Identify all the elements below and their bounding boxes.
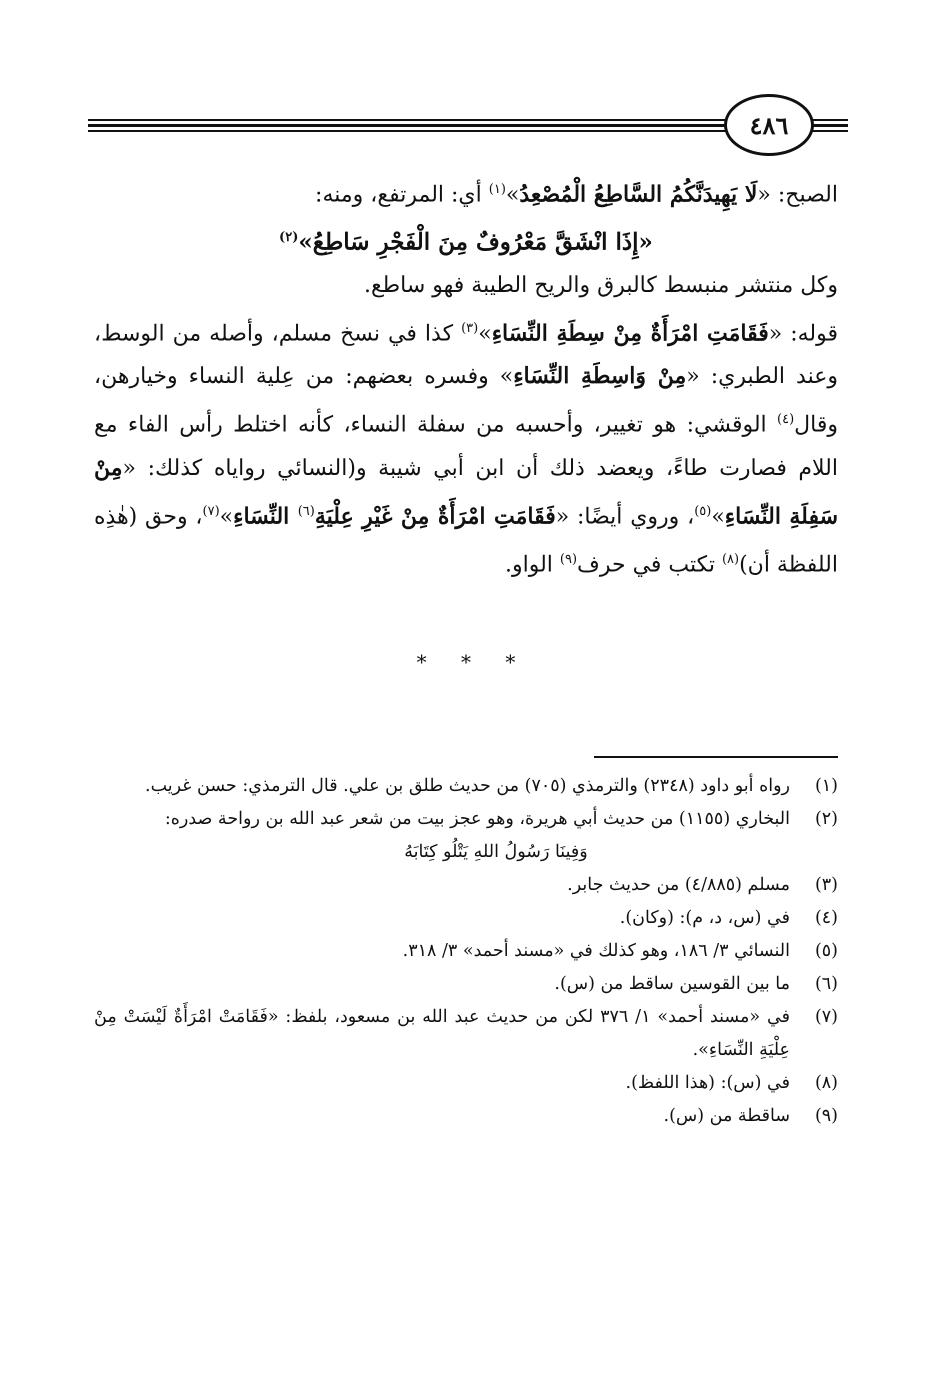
text-run: وكل منتشر منبسط كالبرق والريح الطيبة فهو ساطع. xyxy=(363,272,838,298)
footnote-text: في (س): (هذا اللفظ). xyxy=(625,1073,790,1093)
text-run: الوقشي: هو تغيير، وأحسبه من سفلة النساء، كأنه اختلط رأس الفاء مع اللام فصارت طاءً، ويعضد ذلك أن ابن أبي شيبة و(النسائي رواياه كذلك: « xyxy=(94,412,838,481)
footnote-text: في «مسند أحمد» ١/ ٣٧٦ لكن من حديث عبد الله بن مسعود، بلفظ: «فَقَامَتْ امْرَأَةٌ لَيْسَتْ مِنْ عِلْيَةِ النِّسَاءِ». xyxy=(94,1007,790,1060)
footnote-number: (٥) xyxy=(814,941,838,961)
text-run: أي: المرتفع، ومنه: xyxy=(315,182,489,208)
footnote-number: (٤) xyxy=(814,908,838,928)
paragraph xyxy=(94,307,838,586)
footnote xyxy=(94,902,838,935)
footnote-number: (٦) xyxy=(814,974,838,994)
footnote-text: ساقطة من (س). xyxy=(663,1106,790,1126)
footnote-ref: (٨) xyxy=(721,551,740,567)
footnote xyxy=(94,968,838,1001)
footnote-ref: (٤) xyxy=(777,412,795,428)
header-rule xyxy=(88,124,728,127)
footnote-text: مسلم (٤/٨٨٥) من حديث جابر. xyxy=(567,875,790,895)
footnote xyxy=(94,770,838,803)
footnote-number: (١) xyxy=(814,776,838,796)
poetry-verse xyxy=(94,216,838,264)
hadith-quote: النِّسَاءِ xyxy=(233,502,298,529)
footnote xyxy=(94,1001,838,1067)
footnote xyxy=(94,869,838,902)
footnote-ref: (٢) xyxy=(279,230,299,246)
page-number: ٤٨٦ xyxy=(724,94,814,156)
footnote-ref: (٦) xyxy=(297,503,315,519)
text-run: ، وروي أيضًا: « xyxy=(555,503,695,529)
main-text xyxy=(94,168,838,586)
footnote xyxy=(94,1100,838,1133)
footnote xyxy=(94,803,838,836)
footnote-number: (٨) xyxy=(814,1073,838,1093)
hadith-quote: فَقَامَتِ امْرَأَةٌ مِنْ غَيْرِ عِلْيَةِ xyxy=(314,502,556,529)
text-run: الصبح: « xyxy=(757,182,838,208)
text-run: » xyxy=(219,503,234,529)
footnote xyxy=(94,1067,838,1100)
footnote-verse: وَفِينَا رَسُولُ اللهِ يَتْلُو كِتَابَهُ xyxy=(404,842,588,862)
page-header xyxy=(88,88,848,158)
hadith-quote: لَا يَهِيدَنَّكُمُ السَّاطِعُ الْمُصْعِدُ xyxy=(519,181,758,208)
footnote-text: البخاري (١١٥٥) من حديث أبي هريرة، وهو عجز بيت من شعر عبد الله بن رواحة صدره: xyxy=(164,809,790,829)
footnote-number: (٩) xyxy=(814,1106,838,1126)
text-run: » xyxy=(478,321,492,347)
footnote-number: (٣) xyxy=(814,875,838,895)
paragraph xyxy=(94,168,838,216)
paragraph xyxy=(94,264,838,307)
footnote-number: (٧) xyxy=(814,1007,838,1027)
verse-text: «إِذَا انْشَقَّ مَعْرُوفٌ مِنَ الْفَجْرِ سَاطِعُ» xyxy=(298,228,653,256)
text-run: قوله: « xyxy=(768,321,839,347)
text-run: ، وحق (هٰذِه اللفظة أن) xyxy=(94,503,838,578)
text-run: » xyxy=(711,503,725,529)
footnote-ref: (٧) xyxy=(202,503,220,519)
footnote-ref: (٥) xyxy=(694,503,712,519)
text-run: تكتب في حرف xyxy=(577,552,722,578)
text-run: » xyxy=(505,182,520,208)
footnotes xyxy=(94,770,838,1133)
footnote-text: النسائي ٣/ ١٨٦، وهو كذلك في «مسند أحمد» ٣/ ٣١٨. xyxy=(402,941,790,961)
footnote-divider xyxy=(594,756,838,758)
section-separator: * * * xyxy=(416,650,530,674)
footnote-number: (٢) xyxy=(814,809,838,829)
hadith-quote: مِنْ سَفِلَةِ النِّسَاءِ xyxy=(94,454,839,529)
footnote-ref: (٩) xyxy=(559,551,578,567)
text-run: » وفسره بعضهم: من عِلية النساء وخيارهن، وقال xyxy=(94,364,838,438)
hadith-quote: فَقَامَتِ امْرَأَةٌ مِنْ سِطَةِ النِّسَاءِ xyxy=(491,320,769,347)
hadith-quote: مِنْ وَاسِطَةِ النِّسَاءِ xyxy=(513,363,687,390)
footnote-text: ما بين القوسين ساقط من (س). xyxy=(554,974,790,994)
header-rule xyxy=(88,119,728,121)
text-run: الواو. xyxy=(505,552,560,578)
footnote xyxy=(94,935,838,968)
footnote-text: رواه أبو داود (٢٣٤٨) والترمذي (٧٠٥) من حديث طلق بن علي. قال الترمذي: حسن غريب. xyxy=(145,776,790,796)
text-run: كذا في نسخ مسلم، وأصله من الوسط، وعند الطبري: « xyxy=(94,321,838,390)
footnote-text: في (س، د، م): (وكان). xyxy=(619,908,790,928)
header-rule xyxy=(88,130,728,132)
footnote-ref: (١) xyxy=(488,182,506,197)
footnote-ref: (٣) xyxy=(461,320,479,336)
